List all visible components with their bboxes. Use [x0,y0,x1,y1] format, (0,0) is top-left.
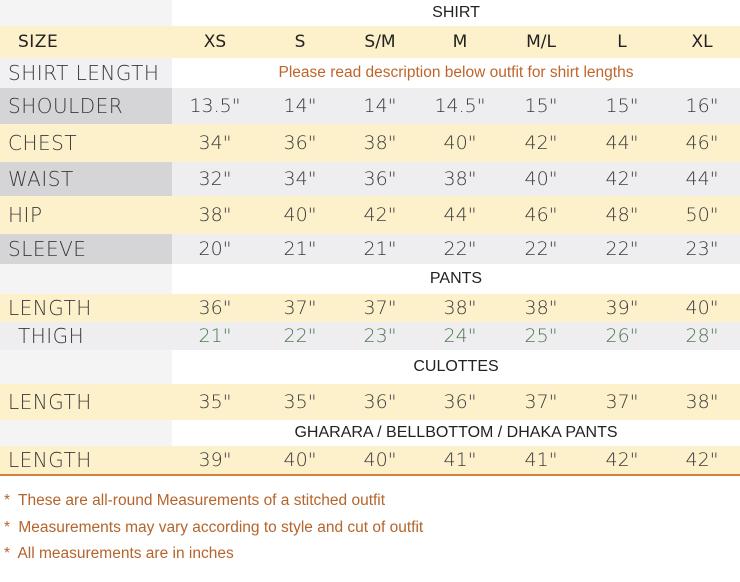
table-cell: 22" [524,238,558,260]
table-cell: 36" [198,297,232,319]
table-cell: 22" [283,325,317,347]
table-cell: 37" [363,297,397,319]
table-row [0,234,740,264]
table-cell: 38" [443,297,477,319]
table-cell: 37" [524,391,558,413]
table-cell: 15" [524,95,558,117]
sleeve-label: SLEEVE [0,234,172,264]
table-cell: 38" [363,132,397,154]
table-cell: 46" [685,132,719,154]
table-cell: 48" [605,204,639,226]
table-row [0,162,740,196]
table-cell: 36" [363,168,397,190]
footnote-text: All measurements are in inches [17,545,234,562]
table-cell: 15" [605,95,639,117]
size-sm: S/M [364,32,396,52]
table-cell: 37" [605,391,639,413]
table-cell: 36" [283,132,317,154]
table-row [0,294,740,322]
footnote-item [0,492,385,510]
chest-label: CHEST [8,131,78,155]
table-cell: 24" [443,325,477,347]
table-row [0,88,740,124]
size-header-row [0,26,740,58]
table-cell: 23" [363,325,397,347]
culottes-section-title: CULOTTES [413,358,499,375]
hip-label: HIP [8,203,43,227]
table-cell: 14" [283,95,317,117]
table-cell: 14.5" [434,95,486,117]
asterisk-icon: * [3,519,11,536]
size-s: S [294,32,306,52]
table-cell: 16" [685,95,719,117]
table-cell: 35" [283,391,317,413]
table-cell: 40" [524,168,558,190]
table-cell: 46" [524,204,558,226]
pants-section-header [0,264,740,294]
table-row [0,196,740,234]
table-row [0,322,740,350]
table-bottom-divider [0,474,740,476]
table-cell: 40" [363,449,397,471]
table-cell: 38" [443,168,477,190]
gharara-length-label: LENGTH [8,448,92,472]
culottes-section-header [0,350,740,384]
footnote-text: Measurements may vary according to style and cut of outfit [18,519,424,536]
table-row [0,446,740,474]
table-cell: 32" [198,168,232,190]
gharara-section-header [0,420,740,446]
footnote-item [0,545,234,563]
shirt-length-row [0,58,740,88]
table-cell: 21" [283,238,317,260]
gharara-section-title: GHARARA / BELLBOTTOM / DHAKA PANTS [294,424,618,441]
table-cell: 23" [685,238,719,260]
table-cell: 35" [198,391,232,413]
table-cell: 39" [198,449,232,471]
pants-section-title: PANTS [429,270,483,287]
size-l: L [617,32,627,52]
table-cell: 38" [198,204,232,226]
pants-length-label: LENGTH [8,296,92,320]
size-xs: XS [203,32,227,52]
table-cell: 22" [605,238,639,260]
table-cell: 22" [443,238,477,260]
size-xl: XL [691,32,713,52]
table-cell: 26" [605,325,639,347]
size-label: SIZE [18,32,59,52]
table-cell: 40" [685,297,719,319]
table-row [0,384,740,420]
table-cell: 21" [198,325,232,347]
shirt-length-note: Please read description below outfit for shirt lengths [278,64,634,81]
footnote-text: These are all-round Measurements of a stitched outfit [18,492,386,509]
table-cell: 36" [363,391,397,413]
table-cell: 42" [605,449,639,471]
shirt-section-title: SHIRT [432,4,480,21]
table-cell: 34" [198,132,232,154]
table-cell: 40" [283,204,317,226]
table-cell: 42" [605,168,639,190]
size-m: M [452,32,468,52]
table-row [0,124,740,162]
table-cell: 28" [685,325,719,347]
table-cell: 44" [605,132,639,154]
table-cell: 41" [443,449,477,471]
table-cell: 14" [363,95,397,117]
shoulder-label: SHOULDER [0,88,172,124]
table-cell: 41" [524,449,558,471]
table-cell: 42" [524,132,558,154]
table-cell: 44" [443,204,477,226]
table-cell: 42" [685,449,719,471]
table-cell: 38" [685,391,719,413]
table-cell: 42" [363,204,397,226]
footnote-item [0,519,423,537]
table-cell: 39" [605,297,639,319]
waist-label: WAIST [0,162,172,196]
culottes-length-label: LENGTH [8,390,92,414]
table-cell: 13.5" [189,95,241,117]
table-cell: 36" [443,391,477,413]
table-cell: 37" [283,297,317,319]
table-cell: 34" [283,168,317,190]
table-cell: 40" [443,132,477,154]
table-cell: 44" [685,168,719,190]
shirt-section-header [0,0,740,26]
thigh-label: THIGH [18,324,85,348]
table-cell: 40" [283,449,317,471]
table-cell: 25" [524,325,558,347]
asterisk-icon: * [3,492,11,509]
asterisk-icon: * [3,545,11,562]
size-ml: M/L [526,32,556,52]
table-cell: 50" [685,204,719,226]
table-cell: 38" [524,297,558,319]
table-cell: 21" [363,238,397,260]
table-cell: 20" [198,238,232,260]
shirt-length-label: SHIRT LENGTH [0,58,172,88]
